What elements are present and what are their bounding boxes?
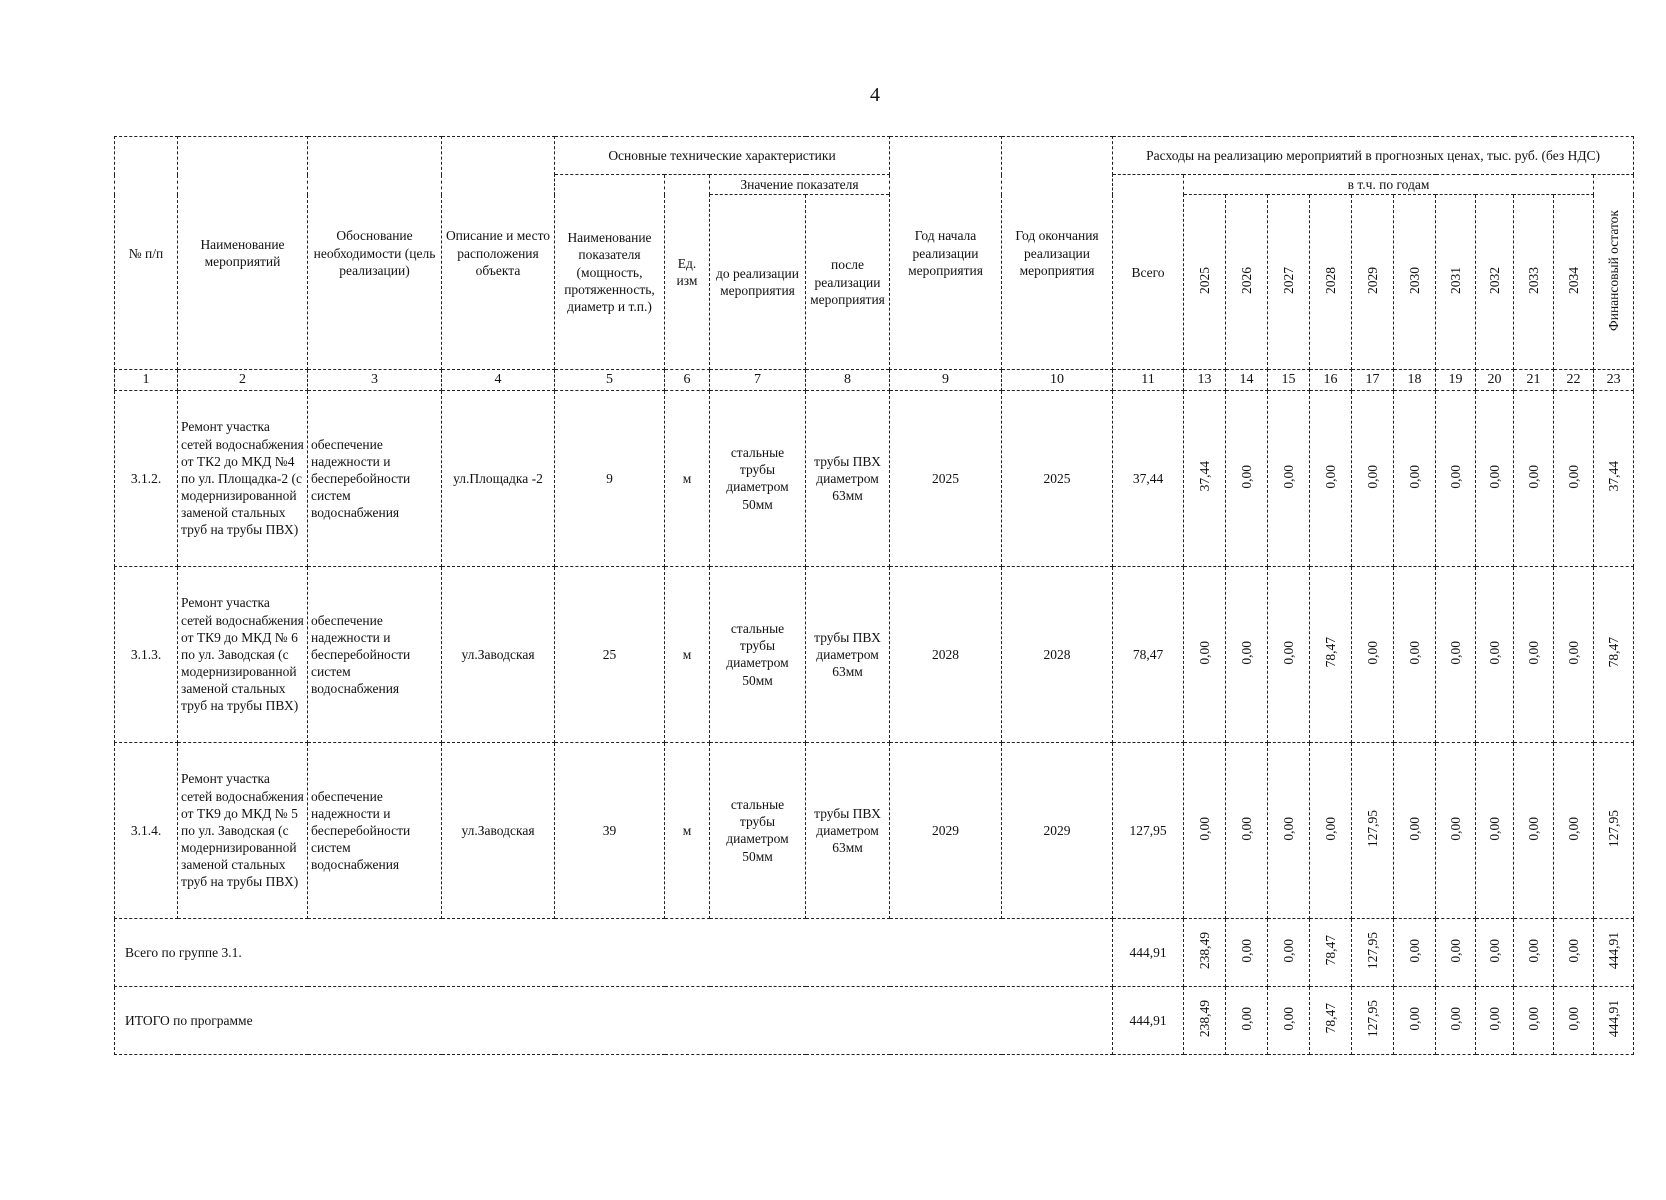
row-year-value (1226, 566, 1268, 742)
row-year-value (1514, 566, 1554, 742)
row-year-value-text: 0,00 (1447, 640, 1463, 665)
row-year-value-text: 0,00 (1238, 816, 1254, 841)
row-year-value-text: 0,00 (1525, 816, 1541, 841)
table-row (115, 566, 1634, 742)
row-year-value (1184, 566, 1226, 742)
total-sum: 444,91 (1113, 986, 1184, 1054)
row-total: 78,47 (1113, 566, 1184, 742)
row-year-value-text: 0,00 (1525, 464, 1541, 489)
table-row (115, 742, 1634, 918)
row-year-value (1226, 742, 1268, 918)
row-year-value-text: 0,00 (1322, 816, 1338, 841)
column-number: 4 (442, 370, 555, 391)
column-number: 8 (806, 370, 890, 391)
header-year: 2033 (1514, 195, 1554, 370)
total-year-value-text: 127,95 (1364, 931, 1380, 969)
header-name: Наименование мероприятий (178, 137, 308, 370)
row-year-value (1394, 566, 1436, 742)
row-start-year: 2028 (890, 566, 1002, 742)
row-year-value (1436, 390, 1476, 566)
row-year-value (1554, 742, 1594, 918)
header-value-group: Значение показателя (710, 175, 890, 195)
header-num: № п/п (115, 137, 178, 370)
row-after: трубы ПВХ диаметром 63мм (806, 390, 890, 566)
total-year-value (1184, 918, 1226, 986)
total-year-value (1268, 986, 1310, 1054)
column-number: 5 (555, 370, 665, 391)
column-number: 14 (1226, 370, 1268, 391)
row-name: Ремонт участка сетей водоснабжения от ТК2 до МКД №4 по ул. Площадка-2 (с модернизированной заменой стальных труб на трубы ПВХ) (178, 390, 308, 566)
row-year-value-text: 0,00 (1196, 816, 1212, 841)
column-number: 21 (1514, 370, 1554, 391)
total-row (115, 918, 1634, 986)
row-year-value (1514, 390, 1554, 566)
column-number: 23 (1594, 370, 1634, 391)
column-number: 3 (308, 370, 442, 391)
column-number: 7 (710, 370, 806, 391)
row-year-value-text: 37,44 (1196, 461, 1212, 492)
row-before: стальные трубы диаметром 50мм (710, 390, 806, 566)
total-row (115, 986, 1634, 1054)
table-row (115, 390, 1634, 566)
column-number: 13 (1184, 370, 1226, 391)
total-year-value-text: 78,47 (1322, 935, 1338, 966)
column-number: 9 (890, 370, 1002, 391)
row-year-value (1226, 390, 1268, 566)
column-number: 11 (1113, 370, 1184, 391)
row-location: ул.Площадка -2 (442, 390, 555, 566)
header-after: после реализации мероприятия (806, 195, 890, 370)
row-total: 127,95 (1113, 742, 1184, 918)
header-year: 2031 (1436, 195, 1476, 370)
row-year-value (1352, 742, 1394, 918)
row-year-value (1310, 742, 1352, 918)
total-remainder (1594, 918, 1634, 986)
row-year-value-text: 0,00 (1565, 816, 1581, 841)
header-by-years: в т.ч. по годам (1184, 175, 1594, 195)
header-total: Всего (1113, 175, 1184, 370)
row-year-value (1352, 390, 1394, 566)
total-year-value (1226, 986, 1268, 1054)
row-year-value-text: 127,95 (1364, 809, 1380, 847)
total-year-value (1268, 918, 1310, 986)
row-year-value-text: 0,00 (1322, 464, 1338, 489)
row-before: стальные трубы диаметром 50мм (710, 742, 806, 918)
total-year-value-text: 0,00 (1525, 938, 1541, 963)
header-year: 2025 (1184, 195, 1226, 370)
total-remainder-text: 444,91 (1606, 931, 1622, 969)
total-year-value-text: 238,49 (1196, 931, 1212, 969)
row-start-year: 2025 (890, 390, 1002, 566)
column-number: 22 (1554, 370, 1594, 391)
total-year-value-text: 0,00 (1486, 1006, 1502, 1031)
header-year: 2029 (1352, 195, 1394, 370)
row-year-value (1394, 390, 1436, 566)
row-year-value (1476, 742, 1514, 918)
row-year-value (1476, 390, 1514, 566)
header-unit: Ед. изм (665, 175, 710, 370)
row-num: 3.1.3. (115, 566, 178, 742)
total-year-value-text: 0,00 (1447, 1006, 1463, 1031)
total-year-value (1476, 918, 1514, 986)
row-year-value (1310, 566, 1352, 742)
header-justification: Обоснование необходимости (цель реализации) (308, 137, 442, 370)
row-num: 3.1.2. (115, 390, 178, 566)
column-number: 16 (1310, 370, 1352, 391)
column-number: 10 (1002, 370, 1113, 391)
row-location: ул.Заводская (442, 566, 555, 742)
header-location: Описание и место расположения объекта (442, 137, 555, 370)
total-year-value-text: 78,47 (1322, 1003, 1338, 1034)
column-number-row (115, 370, 1634, 391)
row-year-value-text: 0,00 (1525, 640, 1541, 665)
total-year-value-text: 0,00 (1238, 938, 1254, 963)
header-costs-group: Расходы на реализацию мероприятий в прогнозных ценах, тыс. руб. (без НДС) (1113, 137, 1634, 175)
row-indicator: 25 (555, 566, 665, 742)
row-justification: обеспечение надежности и бесперебойности систем водоснабжения (308, 742, 442, 918)
row-year-value-text: 0,00 (1406, 640, 1422, 665)
total-year-value (1554, 918, 1594, 986)
header-tech-group: Основные технические характеристики (555, 137, 890, 175)
row-location: ул.Заводская (442, 742, 555, 918)
row-end-year: 2028 (1002, 566, 1113, 742)
total-year-value-text: 0,00 (1565, 1006, 1581, 1031)
total-year-value (1514, 918, 1554, 986)
row-year-value (1554, 566, 1594, 742)
row-year-value-text: 0,00 (1280, 464, 1296, 489)
total-year-value (1436, 986, 1476, 1054)
total-year-value-text: 0,00 (1486, 938, 1502, 963)
total-remainder-text: 444,91 (1606, 999, 1622, 1037)
total-year-value-text: 0,00 (1447, 938, 1463, 963)
column-number: 17 (1352, 370, 1394, 391)
row-year-value-text: 0,00 (1447, 816, 1463, 841)
column-number: 2 (178, 370, 308, 391)
row-year-value-text: 0,00 (1238, 464, 1254, 489)
row-year-value (1394, 742, 1436, 918)
row-year-value-text: 0,00 (1364, 464, 1380, 489)
row-year-value-text: 0,00 (1565, 640, 1581, 665)
row-name: Ремонт участка сетей водоснабжения от ТК9 до МКД № 5 по ул. Заводская (с модернизированной заменой стальных труб на трубы ПВХ) (178, 742, 308, 918)
header-year: 2026 (1226, 195, 1268, 370)
total-year-value-text: 0,00 (1565, 938, 1581, 963)
total-year-value-text: 238,49 (1196, 999, 1212, 1037)
header-year: 2030 (1394, 195, 1436, 370)
total-year-value (1554, 986, 1594, 1054)
total-year-value (1310, 986, 1352, 1054)
total-remainder (1594, 986, 1634, 1054)
column-number: 19 (1436, 370, 1476, 391)
total-year-value (1226, 918, 1268, 986)
row-year-value (1436, 742, 1476, 918)
row-num: 3.1.4. (115, 742, 178, 918)
row-remainder (1594, 742, 1634, 918)
row-end-year: 2029 (1002, 742, 1113, 918)
header-year: 2027 (1268, 195, 1310, 370)
total-year-value (1394, 986, 1436, 1054)
row-year-value (1554, 390, 1594, 566)
row-total: 37,44 (1113, 390, 1184, 566)
row-remainder (1594, 390, 1634, 566)
row-year-value-text: 0,00 (1447, 464, 1463, 489)
row-year-value (1476, 566, 1514, 742)
row-indicator: 39 (555, 742, 665, 918)
total-year-value (1352, 986, 1394, 1054)
row-indicator: 9 (555, 390, 665, 566)
total-year-value (1310, 918, 1352, 986)
program-table (114, 136, 1634, 1055)
row-year-value-text: 0,00 (1196, 640, 1212, 665)
column-number: 15 (1268, 370, 1310, 391)
row-unit: м (665, 742, 710, 918)
row-after: трубы ПВХ диаметром 63мм (806, 566, 890, 742)
row-after: трубы ПВХ диаметром 63мм (806, 742, 890, 918)
total-label: Всего по группе 3.1. (115, 918, 1113, 986)
header-indicator-name: Наименование показателя (мощность, протяженность, диаметр и т.п.) (555, 175, 665, 370)
column-number: 18 (1394, 370, 1436, 391)
row-year-value (1352, 566, 1394, 742)
row-year-value (1184, 742, 1226, 918)
total-year-value (1476, 986, 1514, 1054)
column-number: 20 (1476, 370, 1514, 391)
total-year-value (1394, 918, 1436, 986)
total-year-value-text: 0,00 (1406, 938, 1422, 963)
row-unit: м (665, 566, 710, 742)
row-year-value-text: 0,00 (1364, 640, 1380, 665)
total-label: ИТОГО по программе (115, 986, 1113, 1054)
row-remainder-text: 37,44 (1606, 461, 1622, 492)
header-row-1 (115, 137, 1634, 175)
total-year-value-text: 0,00 (1525, 1006, 1541, 1031)
row-remainder (1594, 566, 1634, 742)
row-justification: обеспечение надежности и бесперебойности систем водоснабжения (308, 566, 442, 742)
header-year: 2032 (1476, 195, 1514, 370)
total-year-value (1184, 986, 1226, 1054)
total-sum: 444,91 (1113, 918, 1184, 986)
total-year-value-text: 127,95 (1364, 999, 1380, 1037)
row-end-year: 2025 (1002, 390, 1113, 566)
row-start-year: 2029 (890, 742, 1002, 918)
row-year-value-text: 0,00 (1486, 816, 1502, 841)
total-year-value-text: 0,00 (1280, 1006, 1296, 1031)
header-year: 2028 (1310, 195, 1352, 370)
row-year-value (1268, 390, 1310, 566)
header-before: до реализации мероприятия (710, 195, 806, 370)
row-year-value-text: 0,00 (1280, 816, 1296, 841)
row-year-value-text: 0,00 (1238, 640, 1254, 665)
column-number: 1 (115, 370, 178, 391)
row-remainder-text: 127,95 (1606, 809, 1622, 847)
total-year-value-text: 0,00 (1406, 1006, 1422, 1031)
header-start-year: Год начала реализации мероприятия (890, 137, 1002, 370)
row-year-value-text: 0,00 (1565, 464, 1581, 489)
total-year-value (1436, 918, 1476, 986)
row-year-value (1310, 390, 1352, 566)
row-year-value (1268, 566, 1310, 742)
row-year-value-text: 0,00 (1486, 640, 1502, 665)
row-year-value (1514, 742, 1554, 918)
header-financial-remainder: Финансовый остаток (1594, 175, 1634, 370)
row-year-value-text: 0,00 (1280, 640, 1296, 665)
row-year-value-text: 0,00 (1406, 464, 1422, 489)
total-year-value (1514, 986, 1554, 1054)
row-year-value-text: 0,00 (1486, 464, 1502, 489)
row-year-value (1436, 566, 1476, 742)
page-number: 4 (870, 84, 880, 106)
header-end-year: Год окончания реализации мероприятия (1002, 137, 1113, 370)
header-year: 2034 (1554, 195, 1594, 370)
row-year-value-text: 0,00 (1406, 816, 1422, 841)
total-year-value-text: 0,00 (1280, 938, 1296, 963)
row-year-value-text: 78,47 (1322, 637, 1338, 668)
row-unit: м (665, 390, 710, 566)
row-justification: обеспечение надежности и бесперебойности систем водоснабжения (308, 390, 442, 566)
row-year-value (1184, 390, 1226, 566)
row-name: Ремонт участка сетей водоснабжения от ТК9 до МКД № 6 по ул. Заводская (с модернизированной заменой стальных труб на трубы ПВХ) (178, 566, 308, 742)
total-year-value (1352, 918, 1394, 986)
total-year-value-text: 0,00 (1238, 1006, 1254, 1031)
row-year-value (1268, 742, 1310, 918)
row-remainder-text: 78,47 (1606, 637, 1622, 668)
row-before: стальные трубы диаметром 50мм (710, 566, 806, 742)
column-number: 6 (665, 370, 710, 391)
